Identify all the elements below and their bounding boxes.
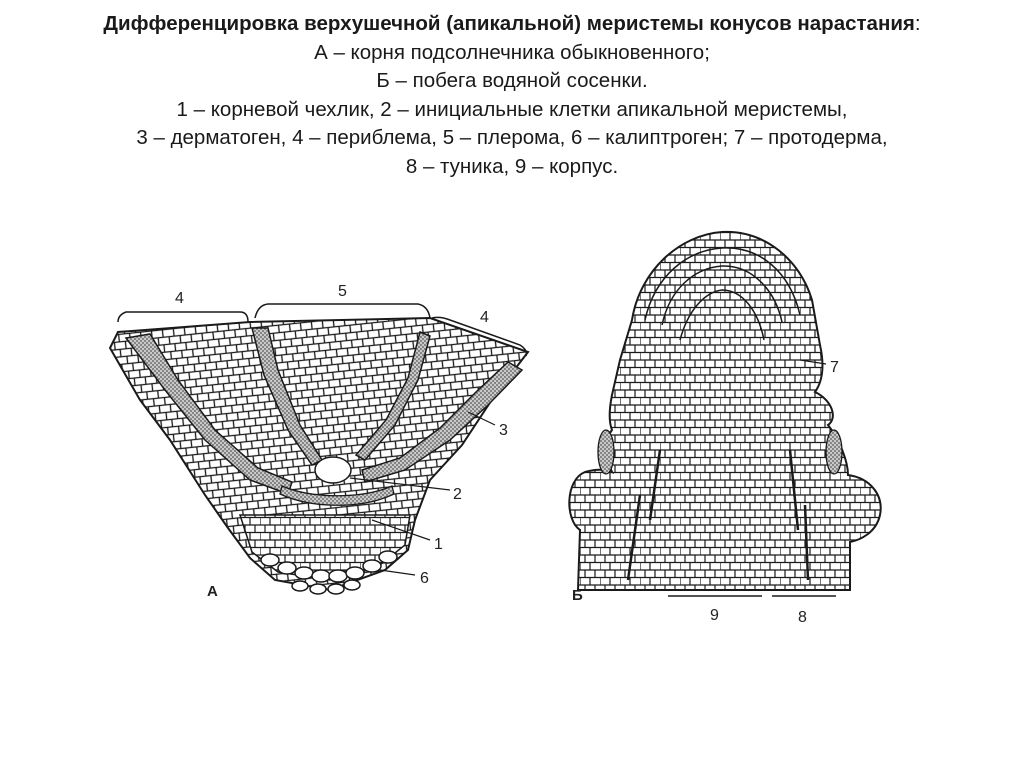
figure-letter-b: Б <box>572 587 583 604</box>
shoot-apex-figure-b <box>569 232 880 626</box>
label-8: 8 <box>798 609 807 626</box>
figure-letter-a: А <box>207 583 218 600</box>
caption-line-a: А – корня подсолнечника обыкновенного; <box>314 40 710 64</box>
bracket-5 <box>255 304 430 318</box>
bracket-4-left <box>118 312 248 322</box>
caption-legend-line-2: 3 – дерматоген, 4 – периблема, 5 – плерома, 6 – калиптроген; 7 – протодерма, <box>136 126 888 149</box>
label-4-right: 4 <box>480 309 489 326</box>
label-5: 5 <box>338 283 347 300</box>
label-1: 1 <box>434 536 443 553</box>
leaf-primordium-left <box>598 430 614 474</box>
leaf-primordium-right <box>826 430 842 474</box>
root-apex-figure-a <box>110 283 528 600</box>
label-6: 6 <box>420 570 429 587</box>
label-4-left: 4 <box>175 290 184 307</box>
label-3: 3 <box>499 422 508 439</box>
caption-legend-line-1: 1 – корневой чехлик, 2 – инициальные клетки апикальной меристемы, <box>176 97 848 121</box>
caption-title-suffix: : <box>914 12 921 35</box>
shoot-apex-outline <box>569 232 880 590</box>
caption-legend-line-3: 8 – туника, 9 – корпус. <box>405 154 619 178</box>
label-2: 2 <box>453 486 462 503</box>
initial-cell <box>315 457 351 483</box>
label-9: 9 <box>710 607 719 624</box>
caption-title: Дифференцировка верхушечной (апикальной) меристемы конусов нарастания <box>103 12 915 35</box>
label-7: 7 <box>830 359 839 376</box>
caption-line-b: Б – побега водяной сосенки. <box>376 69 648 92</box>
leader-6 <box>380 570 415 575</box>
